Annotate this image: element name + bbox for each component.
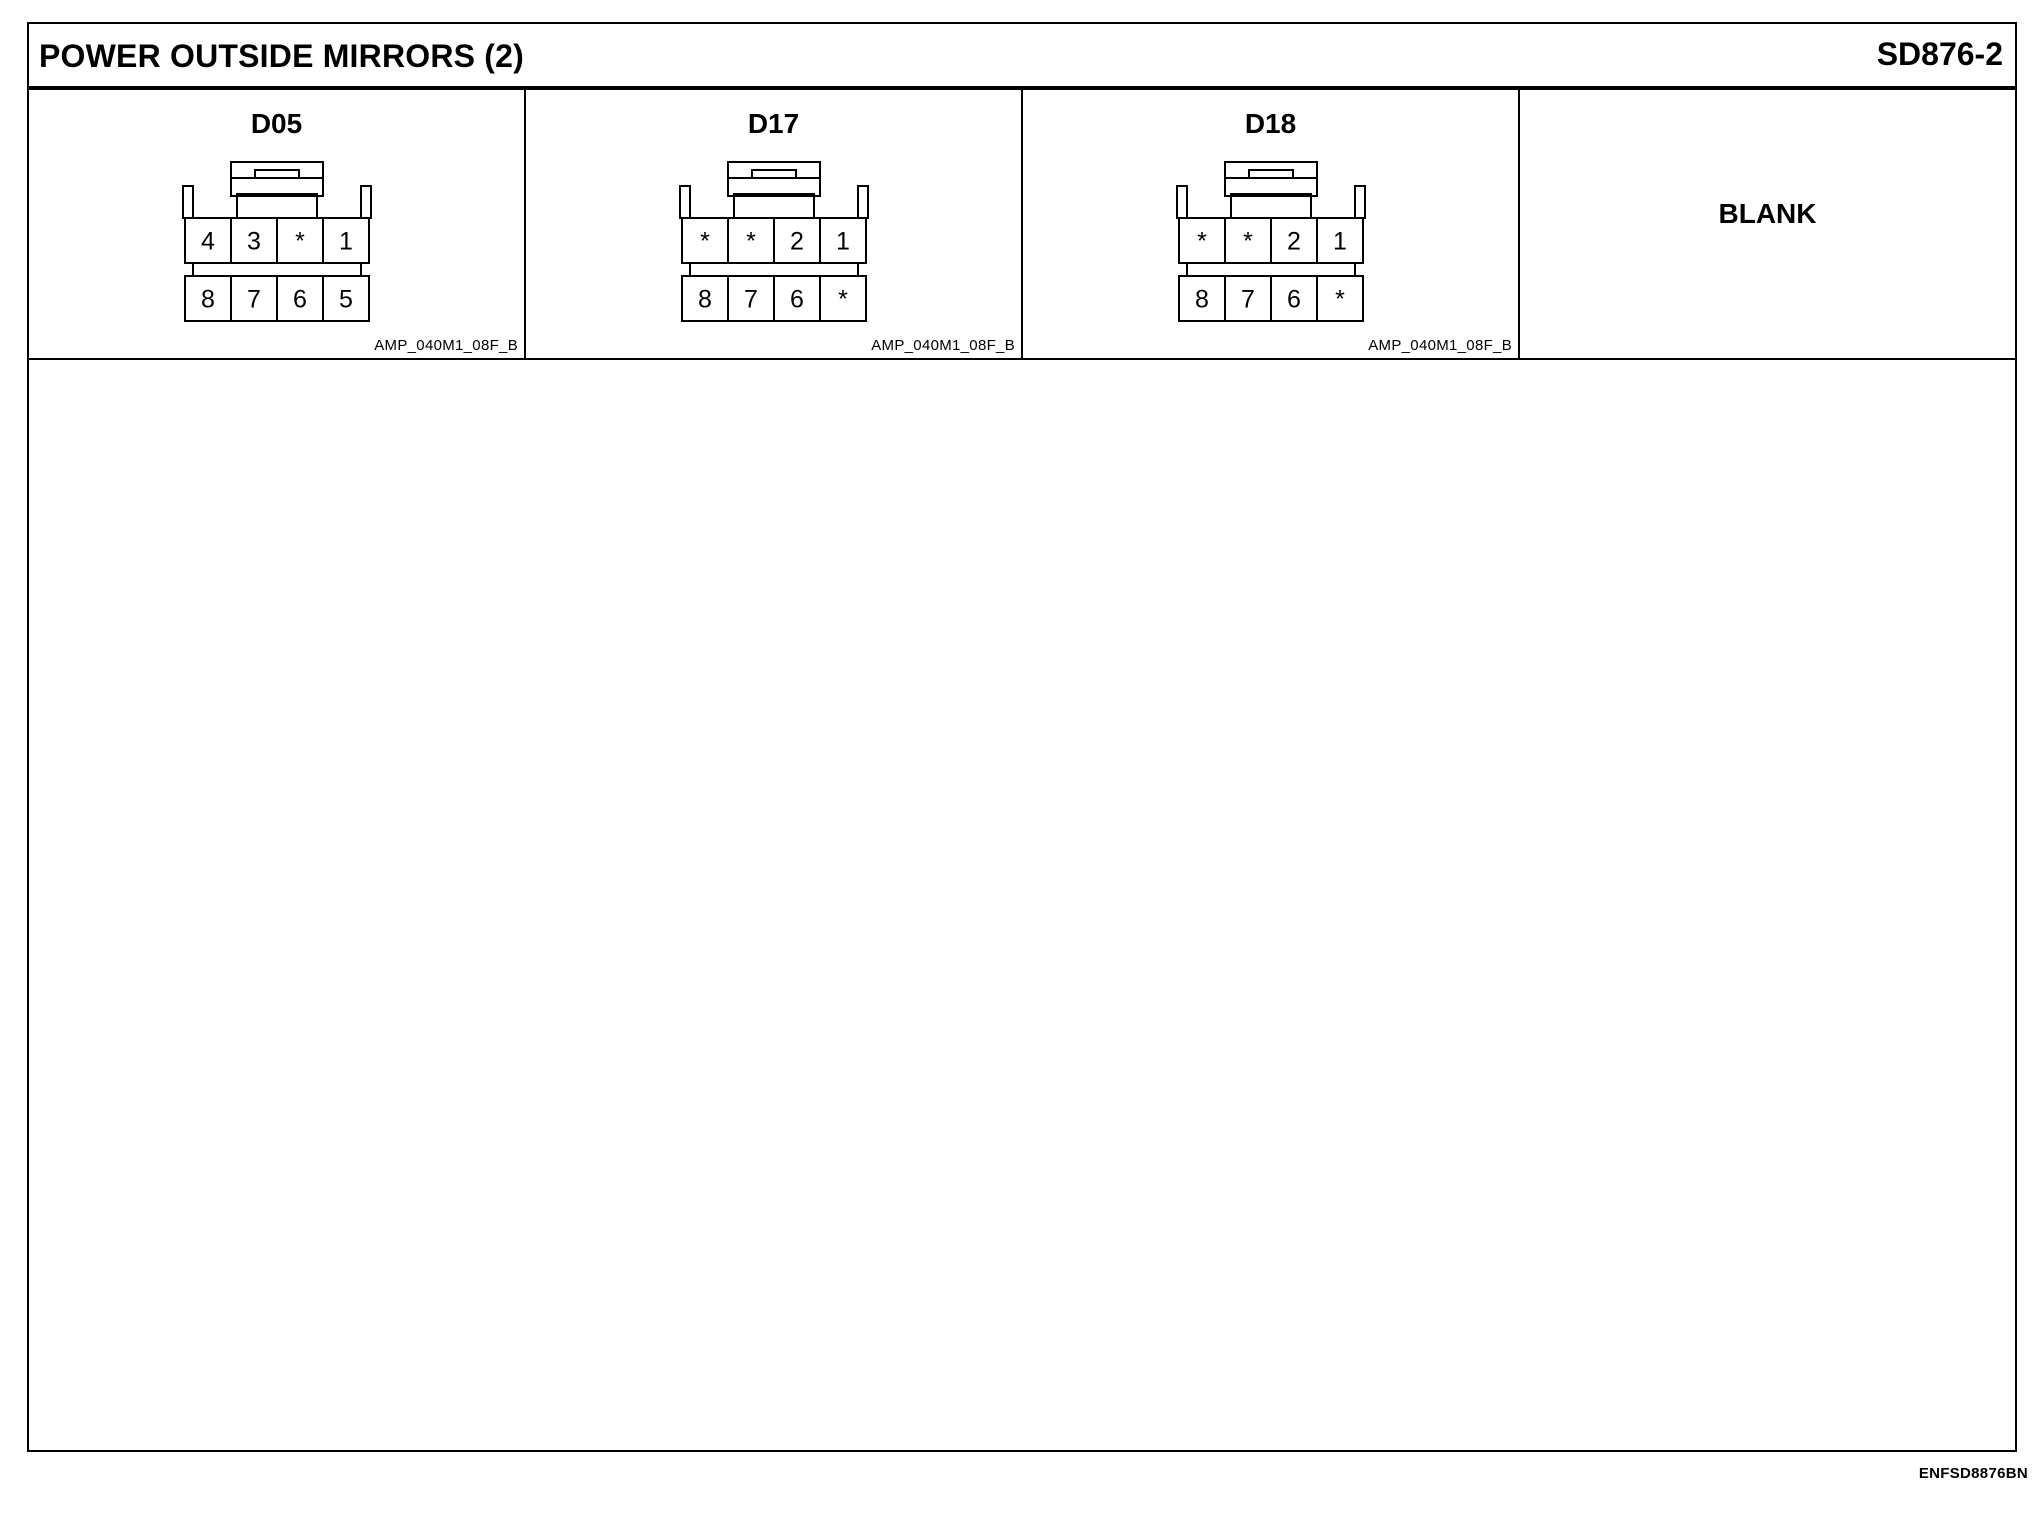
diagram-code: SD876-2 [1876,36,2003,72]
guide-post-left [183,186,193,218]
connector-row [29,90,2015,360]
blank-cell [1520,90,2015,358]
diagram-sheet [27,22,2017,1452]
connector-face-d18 [1023,90,1519,360]
top-row-pin-label: 1 [339,227,353,256]
guide-post-right [858,186,868,218]
connector-reference: AMP_040M1_08F_B [374,337,518,354]
connector-reference: AMP_040M1_08F_B [871,337,1015,354]
top-row-pin-label: 2 [790,227,804,256]
top-row-pin-label: * [746,227,756,256]
bottom-row-pin-label: * [1335,285,1345,314]
connector-reference: AMP_040M1_08F_B [1368,337,1512,354]
title-bar [29,24,2015,90]
bottom-row-pin-label: 7 [744,285,758,314]
bottom-row-pin-label: 8 [698,285,712,314]
connector-cell-d18 [1023,90,1520,358]
bottom-row-pin-label: * [838,285,848,314]
top-row-pin-label: 3 [247,227,261,256]
bottom-row-pin-label: 7 [1241,285,1255,314]
top-row-pin-label: 1 [1333,227,1347,256]
top-row-pin-label: * [295,227,305,256]
top-row-pin-label: 2 [1287,227,1301,256]
bottom-row-pin-label: 6 [790,285,804,314]
top-row-pin-label: * [700,227,710,256]
top-row-pin-label: * [1197,227,1207,256]
connector-face-d05 [29,90,525,360]
connector-cell-d17 [526,90,1023,358]
connector-id: D17 [747,108,800,139]
connector-face-d17 [526,90,1022,360]
bottom-row-pin-label: 7 [247,285,261,314]
bottom-row-pin-label: 5 [339,285,353,314]
blank-label: BLANK [1718,198,1817,229]
connector-latch [728,162,820,218]
bottom-row-pin-label: 6 [1287,285,1301,314]
top-row-pin-label: 1 [836,227,850,256]
connector-latch [231,162,323,218]
page-title: POWER OUTSIDE MIRRORS (2) [39,38,525,74]
footer-code: ENFSD8876BN [1918,1465,2028,1482]
connector-cell-d05 [29,90,526,358]
guide-post-right [361,186,371,218]
top-row-pin-label: * [1243,227,1253,256]
top-row-pin-label: 4 [201,227,215,256]
guide-post-left [680,186,690,218]
bottom-row-pin-label: 8 [201,285,215,314]
diagram-body-empty [29,360,2015,1450]
guide-post-right [1355,186,1365,218]
bottom-row-pin-label: 8 [1195,285,1209,314]
connector-id: D18 [1244,108,1297,139]
guide-post-left [1177,186,1187,218]
connector-latch [1225,162,1317,218]
bottom-row-pin-label: 6 [293,285,307,314]
connector-id: D05 [250,108,303,139]
